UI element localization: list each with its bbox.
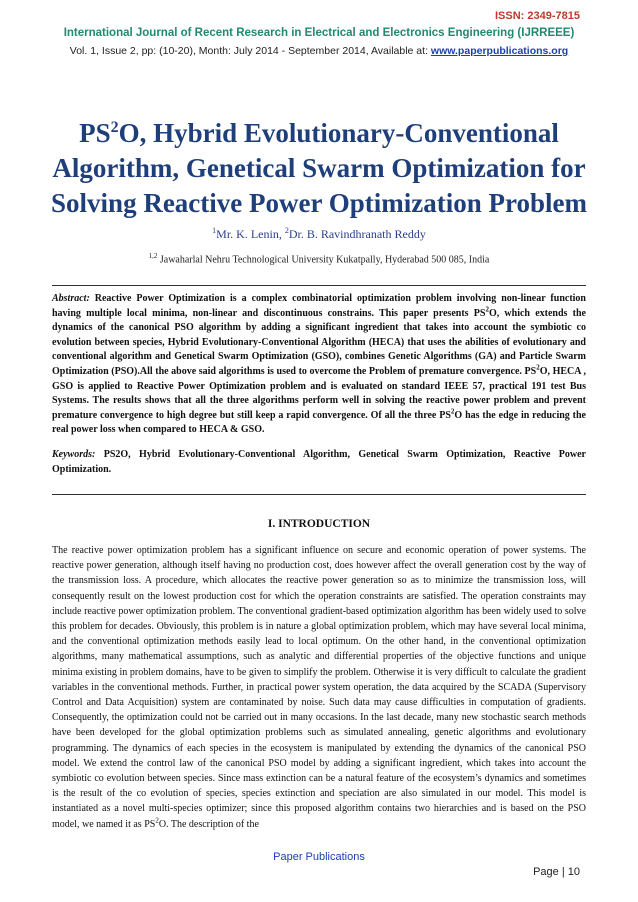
title-part: PS [79,118,111,148]
abstract-text: Reactive Power Optimization is a complex combinatorial optimization problem involving non-linear function having multiple local minima, non-linear and discontinuous constrains. This paper presents PS [52,293,586,319]
abstract-label: Abstract: [52,293,90,304]
paper-title [40,110,598,221]
author-name: Mr. K. Lenin, [216,227,285,241]
abstract [52,292,586,438]
divider [52,285,586,286]
abstract-text: O, HECA , GSO is applied to Reactive Power Optimization problem and is evaluated on standard IEEE 57, practical 191 test Bus Systems. The results shows that all the three algorithms perform well in solving the reactive power problem and prevent premature convergence to high degree but still keep a rapid convergence. Of all the three PS [52,365,587,421]
keywords [52,448,586,477]
affiliation-marker: 1,2 [148,252,158,260]
author-marker: 1 [212,226,217,235]
title-superscript: 2 [110,119,119,136]
journal-name: International Journal of Recent Research in Electrical and Electronics Engineering (IJRREEE) [63,27,575,39]
divider [52,494,586,495]
abstract-text: O has the edge in reducing the real power loss when compared to HECA & GSO. [52,409,586,436]
author-name: Dr. B. Ravindhranath Reddy [288,227,426,241]
abstract-superscript: 2 [485,305,489,314]
issn-label: ISSN: 2349-7815 [495,10,580,22]
title-part: O, Hybrid Evolutionary-Conventional Algorithm, Genetical Swarm Optimization for Solving Reactive Power Optimization Problem [51,118,587,218]
authors [0,226,638,242]
body-text: O. The description of the [158,818,259,830]
publisher-link[interactable]: Paper Publications [273,851,365,863]
author-marker: 2 [284,226,289,235]
volume-info [0,45,638,57]
body-text: The reactive power optimization problem has a significant influence on secure and economic operation of power systems. The reactive power generation, although itself having no production cost, does however affect the overall generation cost by the way of the transmission loss. A procedure, which allocates the reactive power generation so as to minimize the transmission loss, will consequently result on the lowest production cost for which the operation constraints are satisfied. The operation constraints may include reactive power optimization problem. The conventional gradient-based optimization algorithm has been widely used to solve this problem for decades. Obviously, this problem is in nature a global optimization problem, which may have several local minima, and the conventional optimization methods easily lead to local optimum. On the other hand, in the conventional optimization algorithms, many mathematical assumptions, such as analytic and differential properties of the objective functions and unique minima existing in problem domains, have to be given to simplify the problem. Otherwise it is very difficult to calculate the gradient variables in the conventional methods. Further, in practical power system operation, the data acquired by the SCADA (Supervisory Control and Data Acquisition) system are contaminated by noise. Such data may cause difficulties in computation of gradients. Consequently, the optimization could not be carried out in many occasions. In the last decade, many new stochastic search methods have been developed for the global optimization problems such as simulated annealing, genetic algorithms and evolutionary programming. The dynamics of each species in the ecosystem is manipulated by extending the dynamics of the canonical PSO model. We extend the control law of the canonical PSO model by adding a significant ingredient, which takes into account the symbiotic co evolution between species. Since mass extinction can be a natural feature of the ecosystem’s dynamics and sometimes is the result of the co evolution of species, species extinction and speciation are also simulated in our model. This model is instantiated as a novel multi-species optimizer; since this proposed algorithm contains two hierarchies and is based on the PSO model, we named it as PS [52,545,586,830]
abstract-superscript: 2 [450,407,455,416]
keywords-text: PS2O, Hybrid Evolutionary-Conventional Algorithm, Genetical Swarm Optimization, Reactive Power Optimization. [52,449,586,475]
affiliation-text: Jawaharlal Nehru Technological University Kukatpally, Hyderabad 500 085, India [157,254,490,266]
abstract-text: O, which extends the dynamics of the canonical PSO algorithm by adding a significant ingredient that takes into account the symbiotic co evolution between species, Hybrid Evolutionary-Conventional Algorithm (HECA) that uses the abilities of evolutionary and conventional algorithm and Genetical Swarm Optimization (GSO), combines Genetic Algorithms (GA) and Particle Swarm Optimization (PSO).All the above said algorithms is used to overcome the Problem of premature convergence. PS [52,307,586,377]
keywords-label: Keywords: [52,449,96,460]
volume-text: Vol. 1, Issue 2, pp: (10-20), Month: July 2014 - September 2014, Available at: [69,45,431,57]
body-paragraph [52,543,586,832]
body-superscript: 2 [155,816,159,825]
website-link[interactable]: www.paperpublications.org [430,45,569,57]
page-number: Page | 10 [533,866,580,878]
section-heading: I. INTRODUCTION [267,518,371,530]
abstract-superscript: 2 [536,363,540,372]
affiliation [0,252,638,265]
